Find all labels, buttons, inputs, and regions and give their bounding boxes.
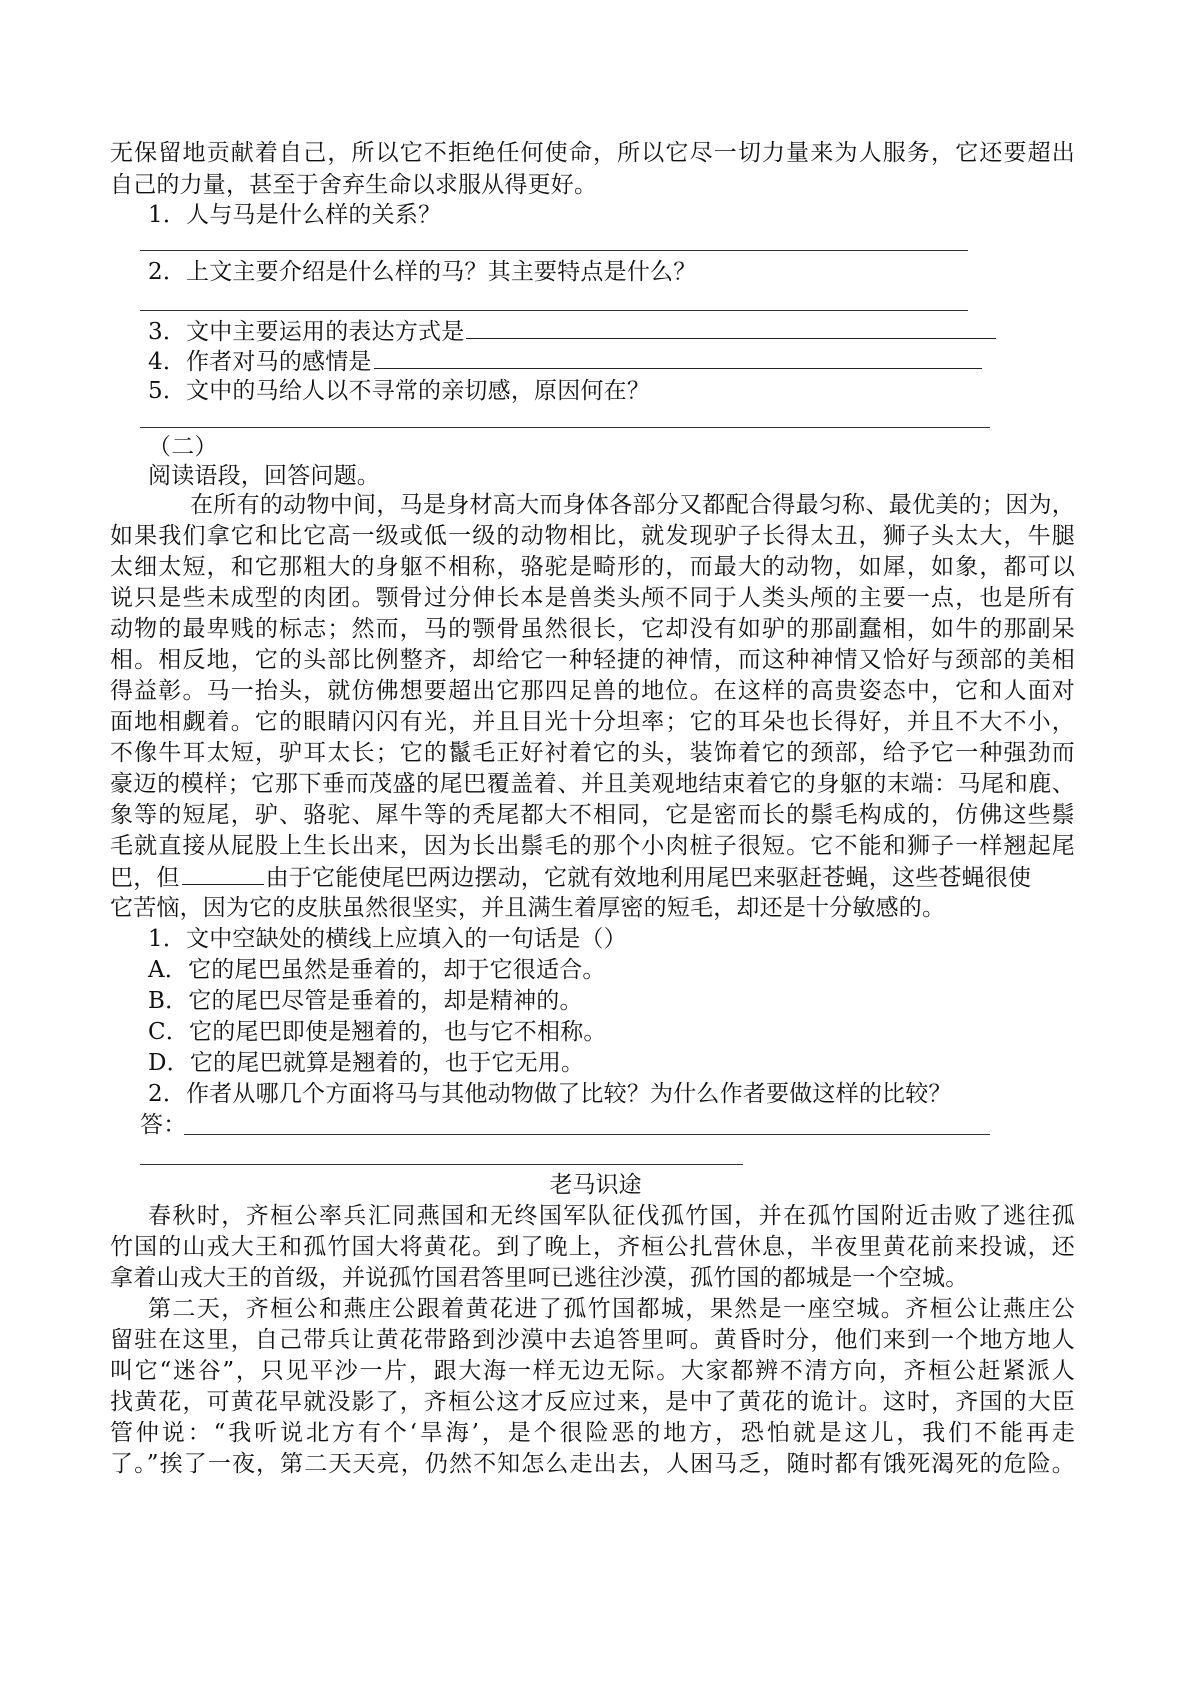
question-1: 1．人与马是什么样的关系？: [148, 202, 442, 228]
blank-line: [182, 862, 264, 885]
answer-line: [184, 1134, 990, 1135]
passage-line: 它苦恼，因为它的皮肤虽然很坚实，并且满生着厚密的短毛，却还是十分敏感的。: [110, 895, 946, 921]
passage-line: 豪迈的模样；它那下垂而茂盛的尾巴覆盖着、并且美观地结束着它的身躯的末端：马尾和鹿、: [110, 771, 1075, 797]
passage-line: 得益彰。马一抬头，就仿佛想要超出它那四足兽的地位。在这样的高贵姿态中，它和人面对: [110, 678, 1075, 704]
passage-line: 如果我们拿它和比它高一级或低一级的动物相比，就发现驴子长得太丑，狮子头太大，牛腿: [110, 523, 1075, 549]
option-c: C．它的尾巴即使是翘着的，也与它不相称。: [148, 1019, 607, 1045]
passage-line: 太细太短，和它那粗大的身躯不相称，骆驼是畸形的，而最大的动物，如犀，如象，都可以: [110, 554, 1075, 580]
section-heading: （二）: [148, 434, 218, 460]
passage-line: 在所有的动物中间，马是身材高大而身体各部分又都配合得最匀称、最优美的；因为，: [190, 492, 1075, 518]
passage-line: 动物的最卑贱的标志；然而，马的颚骨虽然很长，它却没有如驴的那副蠢相，如牛的那副呆: [110, 616, 1075, 642]
passage-line: 面地相觑着。它的眼睛闪闪有光，并且目光十分坦率；它的耳朵也长得好，并且不大不小，: [110, 709, 1075, 735]
passage-text: 巴，但: [110, 865, 180, 891]
story-line: 第二天，齐桓公和燕庄公跟着黄花进了孤竹国都城，果然是一座空城。齐桓公让燕庄公: [148, 1296, 1075, 1322]
option-b: B．它的尾巴尽管是垂着的，却是精神的。: [148, 988, 583, 1014]
answer-label: 答：: [140, 1112, 187, 1138]
answer-line: [140, 427, 990, 428]
story-line: 了。”挨了一夜，第二天天亮，仍然不知怎么走出去，人困马乏，随时都有饿死渴死的危险。: [110, 1451, 1075, 1477]
passage-line-with-blank: [110, 862, 1031, 893]
question-4: [148, 346, 982, 377]
passage-line: 自己的力量，甚至于舍弃生命以求服从得更好。: [110, 172, 598, 198]
blank-line: [466, 316, 996, 339]
story-line: 春秋时，齐桓公率兵汇同燕国和无终国军队征伐孤竹国，并在孤竹国附近击败了逃往孤: [148, 1203, 1075, 1229]
question-4-text: 4．作者对马的感情是: [148, 349, 372, 375]
passage-line: 说只是些未成型的肉团。颚骨过分伸长本是兽类头颅不同于人类头颅的主要一点，也是所有: [110, 585, 1075, 611]
story-line: 竹国的山戎大王和孤竹国大将黄花。到了晚上，齐桓公扎营休息，半夜里黄花前来投诚，还: [110, 1234, 1075, 1260]
option-d: D．它的尾巴就算是翘着的，也于它无用。: [148, 1050, 585, 1076]
answer-line: [140, 1164, 743, 1165]
answer-line: [140, 310, 968, 311]
question-2: 2．上文主要介绍是什么样的马？其主要特点是什么？: [148, 259, 697, 285]
story-line: 找黄花，可黄花早就没影了，齐桓公这才反应过来，是中了黄花的诡计。这时，齐国的大臣: [110, 1389, 1075, 1415]
question-3: [148, 316, 996, 347]
story-line: 拿着山戎大王的首级，并说孤竹国君答里呵已逃往沙漠，孤竹国的都城是一个空城。: [110, 1265, 969, 1291]
story-line: 留驻在这里，自己带兵让黄花带路到沙漠中去追答里呵。黄昏时分，他们来到一个地方地人: [110, 1327, 1075, 1353]
passage-line: 无保留地贡献着自己，所以它不拒绝任何使命，所以它尽一切力量来为人服务，它还要超出: [110, 140, 1075, 166]
passage-line: 象等的短尾，驴、骆驼、犀牛等的秃尾都大不相同，它是密而长的鬃毛构成的，仿佛这些鬃: [110, 802, 1075, 828]
option-a: A．它的尾巴虽然是垂着的，却于它很适合。: [148, 957, 606, 983]
instruction: 阅读语段，回答问题。: [148, 463, 380, 489]
story-line: 叫它“迷谷”，只见平沙一片，跟大海一样无边无际。大家都辨不清方向，齐桓公赶紧派人: [110, 1358, 1075, 1384]
passage-line: 毛就直接从屁股上生长出来，因为长出鬃毛的那个小肉桩子很短。它不能和狮子一样翘起尾: [110, 833, 1075, 859]
question-3-text: 3．文中主要运用的表达方式是: [148, 319, 465, 345]
passage-line: 相。相反地，它的头部比例整齐，却给它一种轻捷的神情，而这种神情又恰好与颈部的美相: [110, 647, 1075, 673]
question-1: 1．文中空缺处的横线上应填入的一句话是（）: [148, 926, 627, 952]
answer-line: [140, 250, 968, 251]
story-line: 管仲说：“我听说北方有个‘旱海’，是个很险恶的地方，恐怕就是这儿，我们不能再走: [110, 1420, 1075, 1446]
passage-line: 不像牛耳太短，驴耳太长；它的鬣毛正好衬着它的头，装饰着它的颈部，给予它一种强劲而: [110, 740, 1075, 766]
story-title: 老马识途: [549, 1172, 642, 1198]
blank-line: [374, 346, 982, 369]
passage-text: 由于它能使尾巴两边摆动，它就有效地利用尾巴来驱赶苍蝇，这些苍蝇很使: [265, 865, 1032, 891]
question-5: 5．文中的马给人以不寻常的亲切感，原因何在？: [148, 378, 651, 404]
question-2: 2．作者从哪几个方面将马与其他动物做了比较？为什么作者要做这样的比较？: [148, 1081, 952, 1107]
